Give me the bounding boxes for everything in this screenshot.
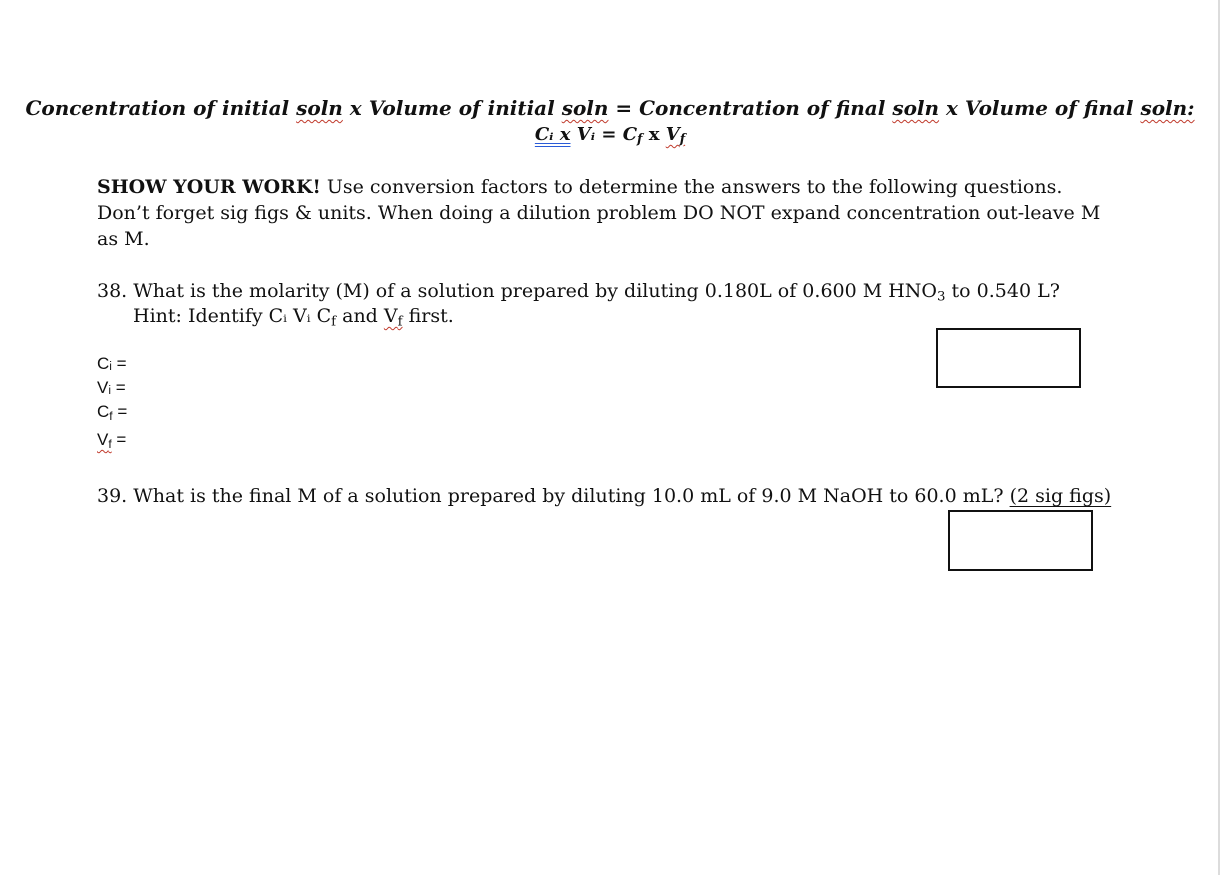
header-soln: soln (561, 96, 609, 120)
answer-box-38[interactable] (936, 328, 1081, 388)
question-38 (97, 280, 1060, 304)
question-39 (97, 485, 1111, 507)
header-text: x Volume of initial (342, 96, 562, 120)
variable-cf-letter: C (97, 402, 110, 421)
sig-figs-note: (2 sig figs) (1009, 485, 1112, 507)
instructions-text: Use conversion factors to determine the answers to the following questions. Don’t forget sig figs & units. When doing a dilution problem DO NOT expand concentration out-leave M as M. (97, 176, 1101, 250)
instructions (97, 174, 1107, 252)
variable-vi: Vᵢ = (97, 378, 126, 397)
variable-vf-letter: V (97, 429, 109, 449)
formula-vi: Vᵢ = (576, 124, 617, 145)
question-39-text: 39. What is the final M of a solution prepared by diluting 10.0 mL of 9.0 M NaOH to 60.0 mL? (97, 485, 1010, 507)
variable-list (97, 352, 127, 456)
variable-cf (97, 400, 127, 428)
header-text: Concentration of initial (25, 96, 297, 120)
dilution-formula-symbols (0, 124, 1220, 146)
formula-vf: V (665, 124, 680, 145)
variable-cf-eq: = (112, 402, 128, 421)
variable-vf-eq: = (111, 429, 127, 449)
variable-vf-sub: f (108, 436, 112, 451)
variable-ci: Cᵢ = (97, 354, 127, 373)
hint-vf-sub: f (397, 314, 403, 330)
formula-ci: Cᵢ x (534, 124, 571, 145)
question-38-text: 38. What is the molarity (M) of a solution prepared by diluting 0.180L of 0.600 M HNO (97, 280, 938, 302)
hint-end: first. (402, 305, 454, 327)
hint-vf: V (383, 305, 398, 327)
hint-cf-sub: f (331, 314, 337, 330)
header-text: = Concentration of final (608, 96, 893, 120)
hint-and: and (336, 305, 384, 327)
header-soln: soln (296, 96, 343, 120)
hno3-subscript: 3 (937, 289, 946, 305)
formula-x: x (648, 124, 660, 145)
formula-vf-sub: f (679, 131, 686, 147)
dilution-formula-words (0, 96, 1220, 120)
instructions-bold: SHOW YOUR WORK! (97, 176, 321, 198)
answer-box-39[interactable] (948, 510, 1093, 571)
header-soln: soln: (1140, 96, 1195, 120)
formula-cf-sub: f (637, 131, 643, 147)
hint-text: Hint: Identify Cᵢ Vᵢ C (133, 305, 332, 327)
variable-vf (97, 428, 127, 456)
header-soln: soln (892, 96, 940, 120)
question-38-hint (133, 305, 454, 329)
formula-cf: C (622, 124, 638, 145)
header-text: x Volume of final (939, 96, 1141, 120)
question-38-text-end: to 0.540 L? (945, 280, 1060, 302)
variable-cf-sub: f (109, 408, 113, 423)
